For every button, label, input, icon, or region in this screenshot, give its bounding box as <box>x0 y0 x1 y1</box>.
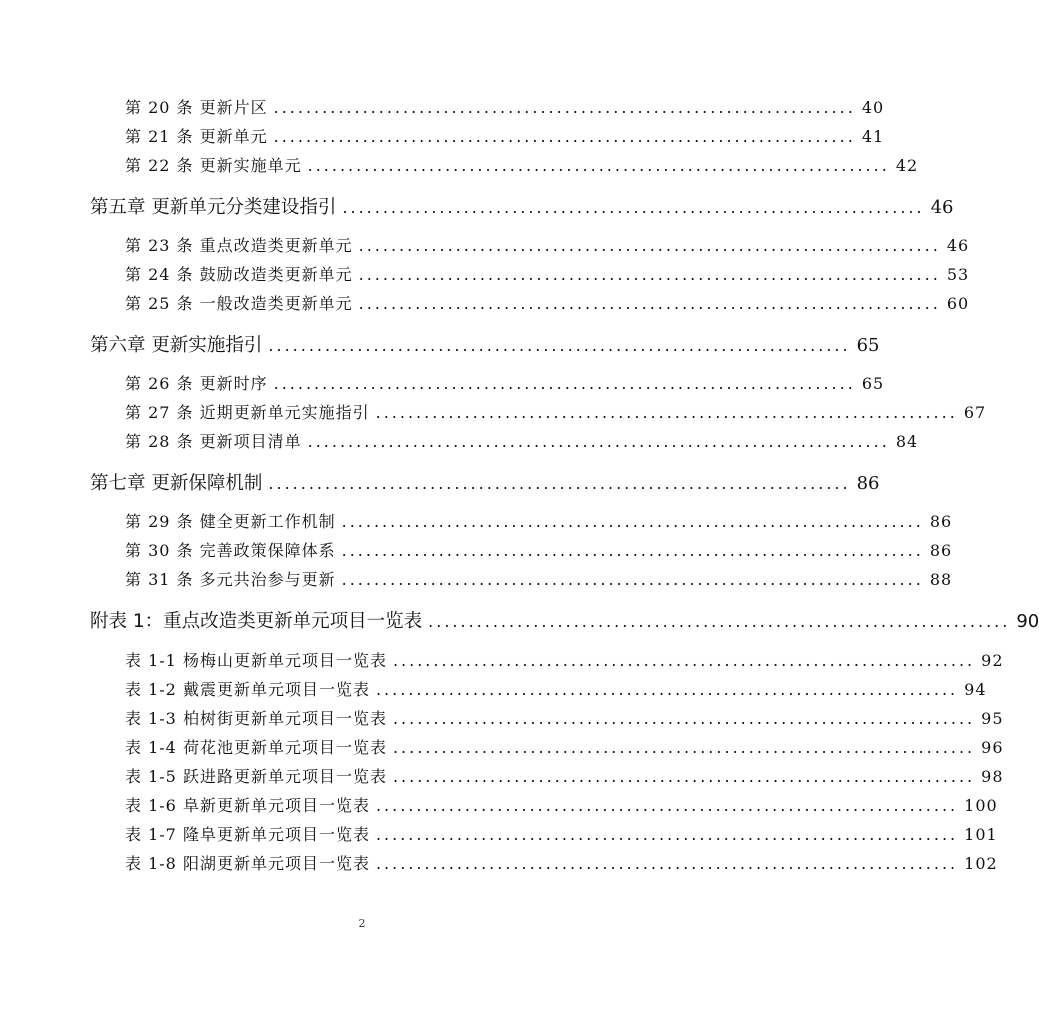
toc-entry-page: 40 <box>861 98 885 117</box>
toc-leader-dots: ........................................................................ <box>392 767 976 786</box>
toc-entry-page: 60 <box>946 294 970 313</box>
toc-entry-label: 表 1-4 荷花池更新单元项目一览表 <box>125 738 387 757</box>
toc-entry-page: 84 <box>895 432 919 451</box>
toc-chapter[interactable] <box>90 331 880 357</box>
toc-chapter-page: 46 <box>930 197 954 218</box>
toc-chapter-page: 86 <box>856 473 880 494</box>
toc-entry[interactable] <box>125 400 987 423</box>
toc-entry-label: 表 1-8 阳湖更新单元项目一览表 <box>125 854 370 873</box>
toc-leader-dots: ........................................................................ <box>375 680 959 699</box>
toc-chapter[interactable] <box>90 469 880 495</box>
toc-leader-dots: ........................................................................ <box>341 541 924 560</box>
toc-leader-dots: ........................................................................ <box>358 236 941 255</box>
toc-entry[interactable] <box>125 822 998 845</box>
toc-entry-label: 第 31 条 多元共治参与更新 <box>125 570 336 589</box>
toc-entry-label: 第 30 条 完善政策保障体系 <box>125 541 336 560</box>
toc-entry-page: 98 <box>981 767 1004 786</box>
toc-leader-dots: ........................................................................ <box>342 198 925 217</box>
toc-entry-label: 第 26 条 更新时序 <box>125 374 268 393</box>
toc-leader-dots: ........................................................................ <box>341 512 924 531</box>
toc-leader-dots: ........................................................................ <box>392 651 976 670</box>
toc-entry[interactable] <box>125 153 919 176</box>
toc-entry-label: 第 20 条 更新片区 <box>125 98 268 117</box>
toc-entry-page: 95 <box>981 709 1004 728</box>
toc-leader-dots: ........................................................................ <box>358 294 941 313</box>
toc-entry[interactable] <box>125 95 885 118</box>
toc-entry-label: 第 24 条 鼓励改造类更新单元 <box>125 265 353 284</box>
toc-entry-label: 第 25 条 一般改造类更新单元 <box>125 294 353 313</box>
toc-leader-dots: ........................................................................ <box>392 738 976 757</box>
toc-appendix[interactable] <box>90 607 1039 633</box>
page-number: 2 <box>358 917 366 930</box>
toc-entry-page: 53 <box>946 265 970 284</box>
toc-entry-page: 92 <box>981 651 1004 670</box>
toc-entry-page: 46 <box>946 236 970 255</box>
toc-entry[interactable] <box>125 851 998 874</box>
toc-leader-dots: ........................................................................ <box>375 854 959 873</box>
toc-chapter-page: 65 <box>856 335 880 356</box>
toc-entry-page: 86 <box>929 541 953 560</box>
toc-leader-dots: ........................................................................ <box>341 570 924 589</box>
toc-entry[interactable] <box>125 233 970 256</box>
toc-entry[interactable] <box>125 124 885 147</box>
toc-entry[interactable] <box>125 567 953 590</box>
toc-leader-dots: ........................................................................ <box>268 474 851 493</box>
toc-entry-page: 86 <box>929 512 953 531</box>
toc-entry-page: 42 <box>895 156 919 175</box>
toc-leader-dots: ........................................................................ <box>307 156 890 175</box>
toc-entry-page: 88 <box>929 570 953 589</box>
toc-leader-dots: ........................................................................ <box>392 709 976 728</box>
toc-entry-label: 第 29 条 健全更新工作机制 <box>125 512 336 531</box>
toc-entry-label: 表 1-6 阜新更新单元项目一览表 <box>125 796 370 815</box>
toc-entry-label: 第 27 条 近期更新单元实施指引 <box>125 403 370 422</box>
toc-leader-dots: ........................................................................ <box>428 612 1011 631</box>
toc-entry-label: 表 1-7 隆阜更新单元项目一览表 <box>125 825 370 844</box>
toc-leader-dots: ........................................................................ <box>375 403 958 422</box>
toc-leader-dots: ........................................................................ <box>375 825 959 844</box>
toc-entry-page: 65 <box>861 374 885 393</box>
toc-entry-page: 102 <box>964 854 998 873</box>
toc-entry[interactable] <box>125 509 953 532</box>
toc-entry[interactable] <box>125 677 987 700</box>
toc-leader-dots: ........................................................................ <box>307 432 890 451</box>
toc-leader-dots: ........................................................................ <box>268 336 851 355</box>
toc-entry[interactable] <box>125 706 1004 729</box>
toc-entry-page: 101 <box>964 825 998 844</box>
toc-entry[interactable] <box>125 291 970 314</box>
toc-entry[interactable] <box>125 735 1004 758</box>
toc-entry[interactable] <box>125 648 1004 671</box>
toc-leader-dots: ........................................................................ <box>273 374 856 393</box>
toc-chapter[interactable] <box>90 193 954 219</box>
toc-appendix-page: 90 <box>1016 611 1039 632</box>
toc-entry-label: 表 1-1 杨梅山更新单元项目一览表 <box>125 651 387 670</box>
toc-entry[interactable] <box>125 793 998 816</box>
toc-entry-label: 表 1-5 跃进路更新单元项目一览表 <box>125 767 387 786</box>
toc-entry-page: 94 <box>964 680 987 699</box>
toc-entry-page: 41 <box>861 127 885 146</box>
toc-entry-page: 100 <box>964 796 998 815</box>
toc-leader-dots: ........................................................................ <box>273 98 856 117</box>
toc-entry-label: 第 23 条 重点改造类更新单元 <box>125 236 353 255</box>
toc-leader-dots: ........................................................................ <box>273 127 856 146</box>
toc-entry-label: 表 1-2 戴震更新单元项目一览表 <box>125 680 370 699</box>
toc-entry-label: 第 21 条 更新单元 <box>125 127 268 146</box>
toc-leader-dots: ........................................................................ <box>375 796 959 815</box>
toc-leader-dots: ........................................................................ <box>358 265 941 284</box>
toc-entry[interactable] <box>125 371 885 394</box>
toc-entry-label: 第 22 条 更新实施单元 <box>125 156 302 175</box>
toc-entry[interactable] <box>125 538 953 561</box>
toc-entry[interactable] <box>125 764 1004 787</box>
toc-entry[interactable] <box>125 429 919 452</box>
toc-appendix-label: 附表 1：重点改造类更新单元项目一览表 <box>90 611 423 632</box>
toc-entry-label: 第 28 条 更新项目清单 <box>125 432 302 451</box>
toc-entry-page: 96 <box>981 738 1004 757</box>
toc-entry[interactable] <box>125 262 970 285</box>
toc-entry-label: 表 1-3 柏树街更新单元项目一览表 <box>125 709 387 728</box>
toc-chapter-label: 第六章 更新实施指引 <box>90 335 263 356</box>
toc-chapter-label: 第五章 更新单元分类建设指引 <box>90 197 337 218</box>
toc-entry-page: 67 <box>963 403 987 422</box>
toc-chapter-label: 第七章 更新保障机制 <box>90 473 263 494</box>
